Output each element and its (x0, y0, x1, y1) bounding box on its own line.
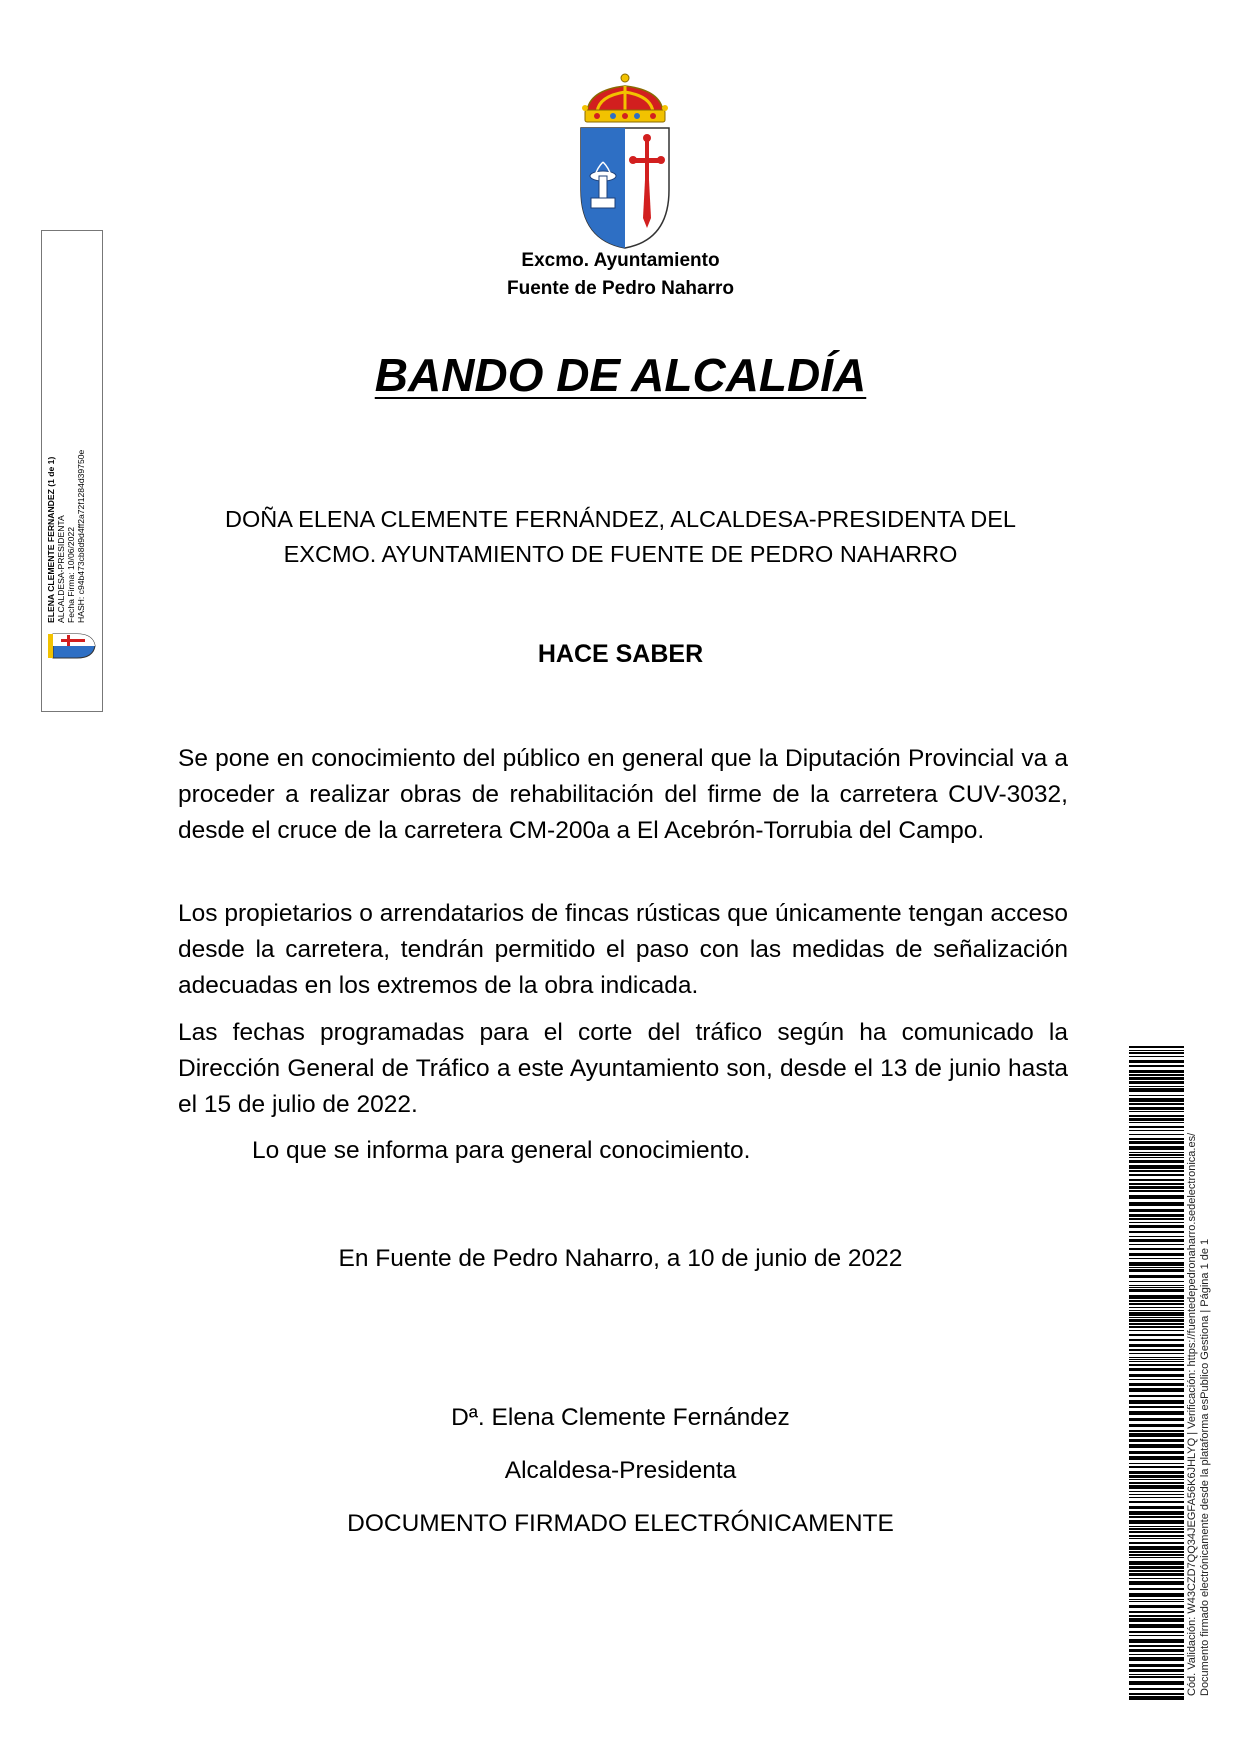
validation-platform-line: Documento firmado electrónicamente desde la plataforma esPublico Gestiona | Página 1 de 1 (1199, 1238, 1211, 1696)
barcode-bar (1129, 1050, 1184, 1051)
barcode-bar (1129, 1624, 1184, 1628)
barcode-bar (1129, 1645, 1184, 1647)
barcode-bar (1129, 1323, 1184, 1325)
barcode-bar (1129, 1601, 1184, 1602)
barcode-bar (1129, 1303, 1184, 1305)
barcode-bar (1129, 1516, 1184, 1518)
barcode-bar (1129, 1688, 1184, 1690)
barcode-bar (1129, 1411, 1184, 1415)
barcode-bar (1129, 1531, 1184, 1533)
barcode-bar (1129, 1074, 1184, 1076)
barcode-bar (1129, 1696, 1184, 1700)
barcode-bar (1129, 1126, 1184, 1128)
barcode-bar (1129, 1081, 1184, 1084)
barcode-bar (1129, 1639, 1184, 1643)
barcode-bar (1129, 1174, 1184, 1176)
body-paragraph-4: Lo que se informa para general conocimiento. (252, 1137, 751, 1164)
barcode-bar (1129, 1319, 1184, 1322)
barcode-bar (1129, 1154, 1184, 1156)
barcode-bar (1129, 1095, 1184, 1096)
barcode-bar (1129, 1122, 1184, 1123)
barcode-bar (1129, 1334, 1184, 1336)
barcode-bar (1129, 1118, 1184, 1121)
barcode-bar (1129, 1444, 1184, 1448)
barcode-bar (1129, 1312, 1184, 1316)
barcode-bar (1129, 1317, 1184, 1318)
barcode-bar (1129, 1353, 1184, 1354)
barcode-bar (1129, 1111, 1184, 1112)
barcode-bar (1129, 1520, 1184, 1524)
body-paragraph-3: Las fechas programadas para el corte del tráfico según ha comunicado la Dirección General de Tráfico a este Ayuntamiento son, desde el 13 de junio hasta el 15 de julio de 2022. (178, 1019, 1068, 1118)
barcode-bar (1129, 1693, 1184, 1695)
barcode-bar (1129, 1364, 1184, 1366)
barcode-bar (1129, 1581, 1184, 1585)
barcode-bar (1129, 1244, 1184, 1245)
barcode-bar (1129, 1482, 1184, 1484)
barcode-bar (1129, 1479, 1184, 1480)
issuer-block (200, 502, 1041, 572)
barcode-bar (1129, 1190, 1184, 1192)
signatory-name: Dª. Elena Clemente Fernández (451, 1404, 790, 1431)
barcode-bar (1129, 1214, 1184, 1217)
barcode-bar (1129, 1060, 1184, 1063)
barcode-bar (1129, 1511, 1184, 1515)
barcode-bar (1129, 1383, 1184, 1386)
barcode-bar (1129, 1287, 1184, 1288)
barcode-bar (1129, 1103, 1184, 1105)
barcode-bar (1129, 1160, 1184, 1163)
barcode-bar (1129, 1295, 1184, 1299)
barcode-bar (1129, 1052, 1184, 1054)
organization-name: Excmo. Ayuntamiento (521, 250, 720, 271)
barcode-bar (1129, 1669, 1184, 1672)
barcode-bar (1129, 1225, 1184, 1228)
barcode-bar (1129, 1424, 1184, 1427)
barcode-bar (1129, 1086, 1184, 1087)
barcode-bar (1129, 1374, 1184, 1377)
barcode-bar (1129, 1165, 1184, 1169)
barcode-bar (1129, 1065, 1184, 1067)
barcode-bar (1129, 1664, 1184, 1667)
barcode-bar (1129, 1526, 1184, 1527)
barcode-bar (1129, 1267, 1184, 1268)
barcode-bar (1129, 1535, 1184, 1537)
barcode-bar (1129, 1557, 1184, 1558)
barcode-bar (1129, 1566, 1184, 1569)
barcode-bar (1129, 1681, 1184, 1685)
barcode-bar (1129, 1098, 1184, 1102)
barcode-bar (1129, 1573, 1184, 1576)
barcode-bar (1129, 1183, 1184, 1185)
document-title: BANDO DE ALCALDÍA (374, 349, 867, 401)
barcode-bar (1129, 1152, 1184, 1153)
barcode-bar (1129, 1491, 1184, 1492)
validation-text-block (1186, 1056, 1216, 1696)
barcode-bar (1129, 1262, 1184, 1266)
stamp-text-block (46, 223, 98, 623)
barcode-bar (1129, 1300, 1184, 1302)
barcode-bar (1129, 1542, 1184, 1544)
barcode-bar (1129, 1506, 1184, 1509)
barcode-bar (1129, 1344, 1184, 1347)
barcode-bar (1129, 1326, 1184, 1328)
hace-saber-heading: HACE SABER (537, 640, 704, 668)
barcode-bar (1129, 1218, 1184, 1220)
barcode-bar (1129, 1406, 1184, 1408)
barcode-bar (1129, 1551, 1184, 1553)
barcode-bar (1129, 1269, 1184, 1272)
stamp-crest-icon (48, 631, 100, 661)
barcode-bar (1129, 1635, 1184, 1636)
barcode-bar (1129, 1430, 1184, 1432)
barcode-bar (1129, 1130, 1184, 1131)
barcode-bar (1129, 1546, 1184, 1550)
barcode-bar (1129, 1578, 1184, 1579)
barcode-bar (1129, 1388, 1184, 1392)
barcode-bar (1129, 1236, 1184, 1237)
barcode-bar (1129, 1649, 1184, 1652)
barcode-bar (1129, 1379, 1184, 1380)
barcode-bar (1129, 1231, 1184, 1233)
coat-of-arms-logo (575, 72, 675, 250)
issuer-line-2: EXCMO. AYUNTAMIENTO DE FUENTE DE PEDRO NAHARRO (283, 541, 958, 567)
barcode-bar (1129, 1056, 1184, 1057)
barcode-bar (1129, 1285, 1184, 1286)
barcode-bar (1129, 1395, 1184, 1397)
barcode-bar (1129, 1418, 1184, 1421)
barcode-bar (1129, 1475, 1184, 1478)
signature-stamp (41, 230, 103, 712)
barcode-bar (1129, 1618, 1184, 1622)
barcode-bar (1129, 1451, 1184, 1454)
barcode-bar (1129, 1146, 1184, 1150)
stamp-signer: ELENA CLEMENTE FERNANDEZ (1 de 1) (46, 456, 56, 623)
barcode-bar (1129, 1275, 1184, 1278)
organization-location: Fuente de Pedro Naharro (507, 278, 734, 299)
barcode-bar (1129, 1674, 1184, 1675)
barcode-bar (1129, 1368, 1184, 1371)
date-line: En Fuente de Pedro Naharro, a 10 de junio de 2022 (338, 1245, 903, 1272)
barcode-bar (1129, 1497, 1184, 1498)
barcode-bar (1129, 1466, 1184, 1468)
barcode-bar (1129, 1359, 1184, 1360)
signatory-role: Alcaldesa-Presidenta (504, 1457, 737, 1484)
barcode-bar (1129, 1631, 1184, 1633)
barcode-bar (1129, 1439, 1184, 1442)
barcode-bar (1129, 1258, 1184, 1259)
barcode-bar (1129, 1330, 1184, 1331)
barcode-bar (1129, 1605, 1184, 1608)
barcode-bar (1129, 1554, 1184, 1556)
barcode-bar (1129, 1046, 1184, 1048)
barcode-bar (1129, 1339, 1184, 1341)
signature-note: DOCUMENTO FIRMADO ELECTRÓNICAMENTE (347, 1510, 894, 1537)
barcode-bar (1129, 1253, 1184, 1256)
barcode-bar (1129, 1494, 1184, 1495)
barcode-bar (1129, 1485, 1184, 1489)
barcode-bar (1129, 1239, 1184, 1242)
barcode-bar (1129, 1186, 1184, 1189)
barcode-bar (1129, 1202, 1184, 1206)
barcode-bar (1129, 1134, 1184, 1135)
stamp-role: ALCALDESA-PRESIDENTA (56, 515, 66, 623)
barcode-bar (1129, 1654, 1184, 1655)
barcode-bar (1129, 1361, 1184, 1362)
barcode-bar (1129, 1463, 1184, 1464)
barcode-bar (1129, 1179, 1184, 1181)
validation-code-line: Cód. Validación: W43CZD7QQ34JEGFA56K6JHLYQ | Verificación: https://fuentedepedronaharro.sedelectronica.es/ (1186, 1132, 1198, 1696)
barcode-bar (1129, 1561, 1184, 1565)
barcode-bar (1129, 1599, 1184, 1600)
barcode-bar (1129, 1248, 1184, 1250)
barcode-bar (1129, 1588, 1184, 1590)
barcode-bar (1129, 1615, 1184, 1617)
barcode-bar (1129, 1657, 1184, 1661)
barcode-bar (1129, 1501, 1184, 1503)
barcode-bar (1129, 1222, 1184, 1223)
barcode-bar (1129, 1195, 1184, 1199)
barcode-bar (1129, 1289, 1184, 1292)
barcode-bar (1129, 1611, 1184, 1613)
stamp-hash: HASH: c94b473cb8d9d4ff2a72f1284d39750e (76, 449, 86, 623)
barcode-bar (1129, 1088, 1184, 1092)
barcode-bar (1129, 1209, 1184, 1212)
stamp-date: Fecha Firma: 10/06/2022 (66, 526, 76, 623)
barcode-bar (1129, 1433, 1184, 1437)
barcode-bar (1129, 1570, 1184, 1572)
barcode-bar (1129, 1538, 1184, 1539)
body-paragraph-1: Se pone en conocimiento del público en general que la Diputación Provincial va a proceder a realizar obras de rehabilitación del firme de la carretera CUV-3032, desde el cruce de la carretera CM-200a a El Acebrón-Torrubia del Campo. (178, 745, 1068, 844)
issuer-line-1: DOÑA ELENA CLEMENTE FERNÁNDEZ, ALCALDESA-PRESIDENTA DEL (225, 506, 1016, 532)
barcode-bar (1129, 1676, 1184, 1678)
barcode-bar (1129, 1307, 1184, 1308)
barcode-bar (1129, 1593, 1184, 1597)
barcode-bar (1129, 1070, 1184, 1073)
body-paragraph-2: Los propietarios o arrendatarios de fincas rústicas que únicamente tengan acceso desde la carretera, tendrán permitido el paso con las medidas de señalización adecuadas en los extremos de la obra indicada. (178, 900, 1068, 999)
barcode-bar (1129, 1349, 1184, 1351)
barcode-bar (1129, 1138, 1184, 1140)
barcode-bar (1129, 1528, 1184, 1530)
barcode-bar (1129, 1471, 1184, 1474)
barcode-bar (1129, 1141, 1184, 1144)
barcode-bar (1129, 1170, 1184, 1172)
barcode-bar (1129, 1357, 1184, 1358)
barcode-bar (1129, 1077, 1184, 1080)
barcode-bar (1129, 1400, 1184, 1404)
barcode-bar (1129, 1115, 1184, 1117)
barcode-bar (1129, 1107, 1184, 1110)
barcode-bar (1129, 1157, 1184, 1158)
barcode-bar (1129, 1281, 1184, 1282)
barcode-bar (1129, 1456, 1184, 1460)
barcode-bar (1129, 1310, 1184, 1311)
